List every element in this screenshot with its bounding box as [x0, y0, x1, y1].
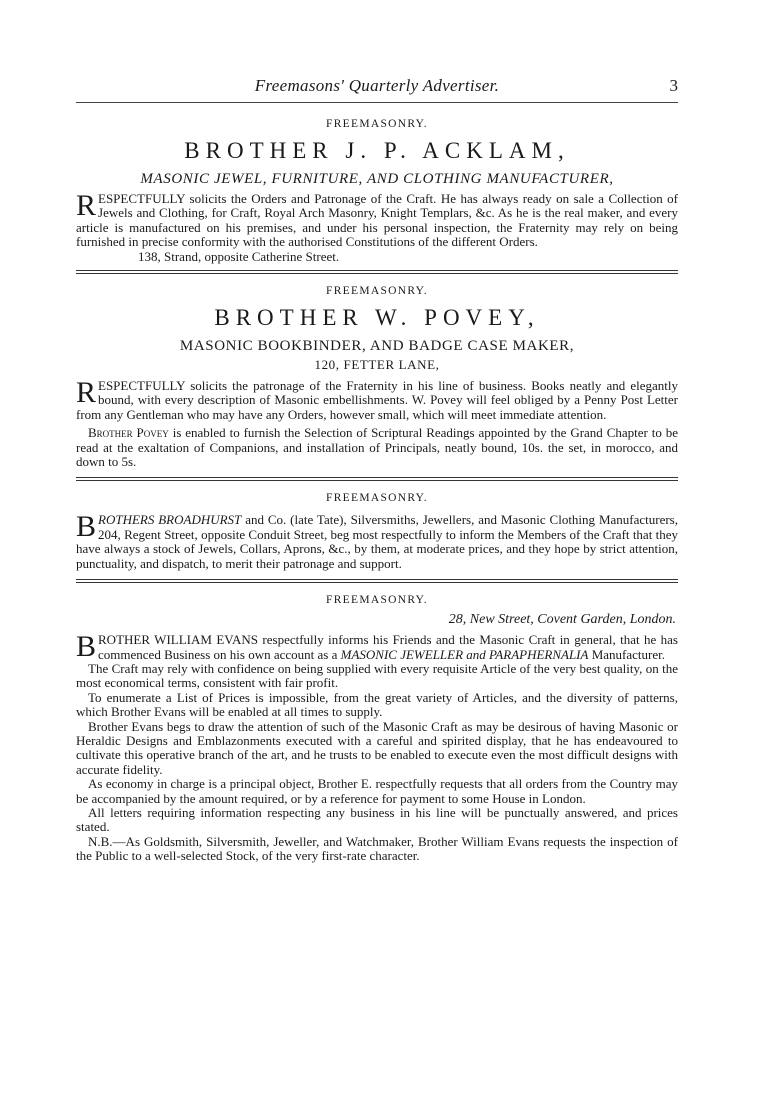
advertisement-acklam	[76, 117, 678, 264]
ad-name: BROTHER J. P. ACKLAM,	[184, 138, 570, 163]
ad-trade: MASONIC JEWELLER and PARAPHERNALIA	[340, 646, 589, 662]
drop-cap: B	[76, 510, 97, 544]
page-number: 3	[669, 76, 678, 95]
advertisement-povey	[76, 284, 678, 469]
ad-text-end: Manufacturer.	[591, 646, 665, 662]
ad-lead: ESPECTFULLY	[98, 191, 186, 206]
ad-body	[76, 189, 678, 250]
drop-cap: B	[76, 630, 97, 664]
ad-label: FREEMASONRY.	[326, 285, 428, 298]
ad-paragraph: All letters requiring information respecting any business in his line will be punctually answered, and prices stated.	[76, 804, 678, 835]
ad-text: and Co. (late Tate), Silversmiths, Jewellers, and Masonic Clothing Manufacturers, 204, Regent Street, opposite Conduit Street, beg most respectfully to inform the Members of the Craft that they have always a stock of Jewels, Collars, Aprons, &c., by them, at moderate prices, and they hope by strict attention, punctuality, and dispatch, to merit their patronage and support.	[76, 512, 678, 571]
divider	[76, 477, 678, 481]
ad-label: FREEMASONRY.	[326, 118, 428, 130]
ad-subtitle: MASONIC JEWEL, FURNITURE, AND CLOTHING MANUFACTURER,	[140, 171, 614, 187]
ad-text-2: is enabled to furnish the Selection of Scriptural Readings appointed by the Grand Chapter to be read at the exaltation of Companions, and installation of Principals, neatly bound, 10s. the set, in morocco, and down to 5s.	[76, 425, 679, 470]
ad-label: FREEMASONRY.	[326, 492, 428, 505]
ad-text: solicits the Orders and Patronage of the Craft. He has always ready on sale a Collection of Jewels and Clothing, for Craft, Royal Arch Masonry, Knight Templars, &c. As he is the real maker, and every article is manufactured on his premises, and under his personal inspection, the Fraternity may rely on being furnished in precise conformity with the authorised Constitutions of the different Orders.	[76, 191, 678, 250]
ad-paragraph: To enumerate a List of Prices is impossible, from the great variety of Articles, and the diversity of patterns, which Brother Evans will be enabled at all times to supply.	[76, 689, 678, 720]
ad-lead: ROTHER WILLIAM EVANS	[98, 632, 258, 648]
ad-lead: ROTHERS BROADHURST	[98, 512, 242, 528]
running-header	[76, 68, 678, 103]
divider	[76, 270, 678, 274]
ad-subtitle: MASONIC BOOKBINDER, AND BADGE CASE MAKER,	[179, 338, 575, 355]
ad-body	[76, 510, 678, 571]
ad-address: 120, FETTER LANE,	[314, 357, 440, 373]
ad-lead: ESPECTFULLY	[98, 378, 186, 394]
advertisement-evans	[76, 593, 678, 864]
drop-cap: R	[76, 376, 97, 410]
ad-address: 138, Strand, opposite Catherine Street.	[138, 248, 340, 264]
ad-name: BROTHER W. POVEY,	[214, 305, 540, 331]
divider	[76, 579, 678, 583]
ad-text: solicits the patronage of the Fraternity in his line of business. Books neatly and elegantly bound, with every description of Masonic embellishments. W. Povey will feel obliged by a Penny Post Letter from any Gentleman who may have any Orders, however small, which will meet immediate attention.	[76, 378, 678, 422]
ad-address: 28, New Street, Covent Garden, London.	[448, 612, 676, 628]
brother-name: Brother Povey	[88, 425, 169, 441]
drop-cap: R	[76, 189, 97, 222]
ad-paragraph: The Craft may rely with confidence on being supplied with every requisite Article of the very best quality, on the most economical terms, consistent with fair profit.	[76, 660, 678, 691]
ad-label: FREEMASONRY.	[326, 594, 428, 607]
ad-paragraph: Brother Evans begs to draw the attention of such of the Masonic Craft as may be desirous of having Masonic or Heraldic Designs and Emblazonments executed with a careful and spirited display, that he has endeavoured to cultivate this operative branch of the art, and he trusts to be enabled to execute even the most difficult designs with accurate fidelity.	[76, 718, 678, 777]
ad-body-2	[76, 426, 678, 469]
ad-paragraph: N.B.—As Goldsmith, Silversmith, Jeweller, and Watchmaker, Brother William Evans requests the inspection of the Public to a well-selected Stock, of the very first-rate character.	[76, 833, 678, 864]
ad-text: respectfully informs his Friends and the Masonic Craft in general, that he has commenced Business on his own account as a	[98, 632, 678, 662]
ad-body	[76, 376, 678, 422]
ad-body	[76, 630, 678, 664]
ad-paragraph: As economy in charge is a principal object, Brother E. respectfully requests that all orders from the Country may be accompanied by the amount required, or by a reference for payment to some House in London.	[76, 776, 678, 806]
page	[76, 0, 678, 864]
advertisement-broadhurst	[76, 491, 678, 571]
running-title: Freemasons' Quarterly Advertiser.	[254, 76, 500, 95]
